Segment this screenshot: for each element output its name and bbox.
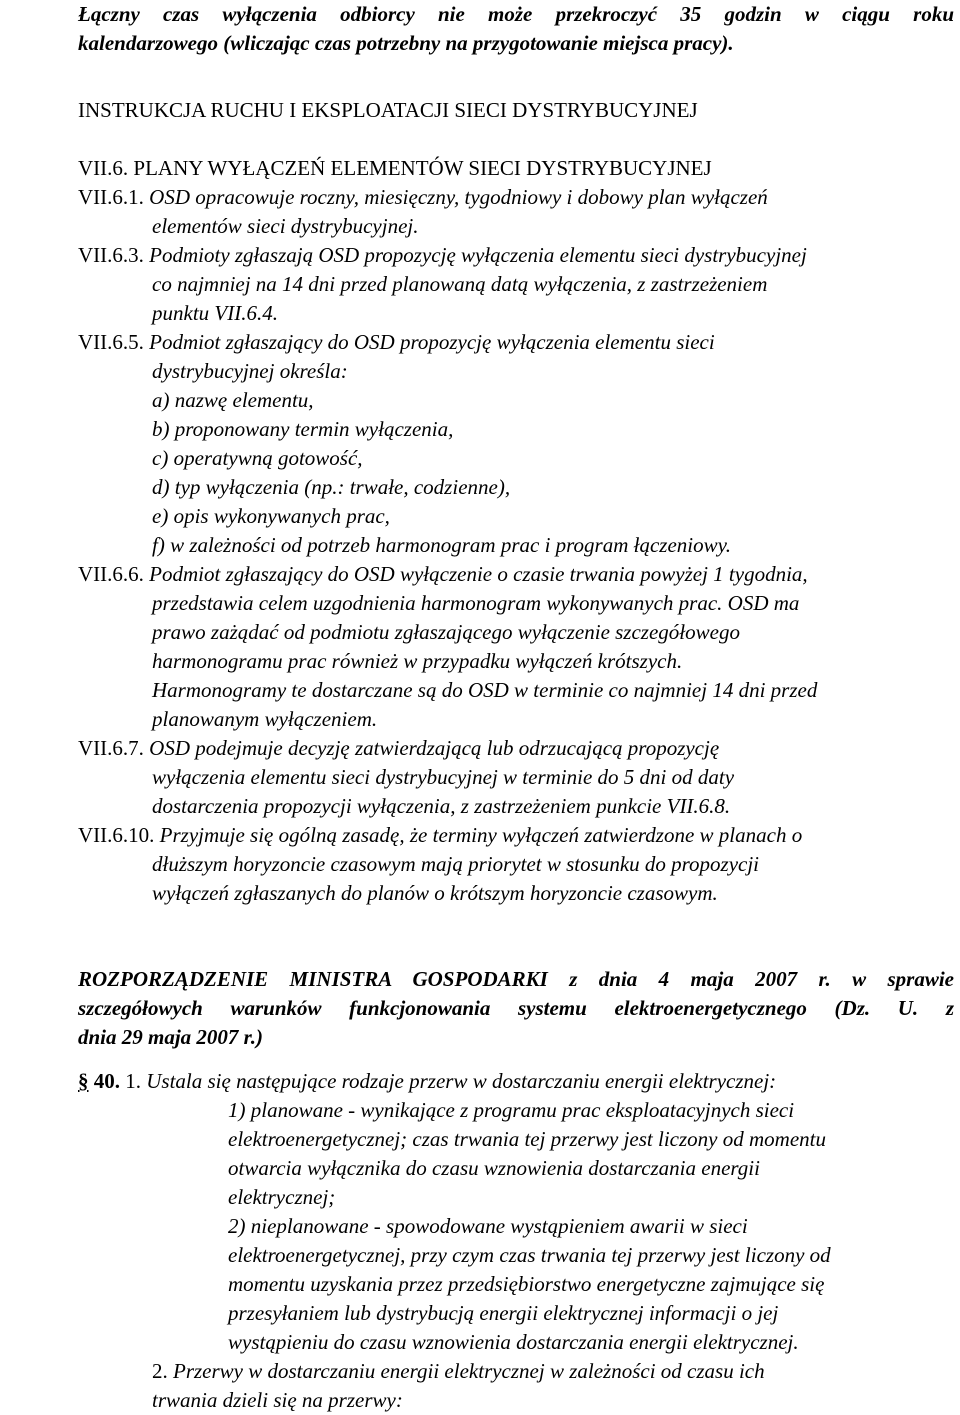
- item-text-line: przedstawia celem uzgodnienia harmonogram wykonywanych prac. OSD ma: [152, 591, 800, 615]
- subsection-2: [152, 1357, 954, 1415]
- item-text-line: elementów sieci dystrybucyjnej.: [152, 214, 419, 238]
- item-text-line: planowanym wyłączeniem.: [152, 707, 378, 731]
- item-text-line: OSD podejmuje decyzję zatwierdzającą lub odrzucającą propozycję: [149, 736, 720, 760]
- item-number: VII.6.5.: [78, 330, 144, 354]
- item-vii-6-3: [78, 241, 954, 328]
- subsection-number: 2.: [152, 1359, 168, 1383]
- point-line: przesyłaniem lub dystrybucją energii elektrycznej informacji o jej: [228, 1301, 779, 1325]
- item-text-line: co najmniej na 14 dni przed planowaną datą wyłączenia, z zastrzeżeniem: [152, 272, 768, 296]
- item-vii-6-10: [78, 821, 954, 908]
- item-text-line: dłuższym horyzoncie czasowym mają priorytet w stosunku do propozycji: [152, 852, 760, 876]
- regulation-line-1: ROZPORZĄDZENIE MINISTRA GOSPODARKI z dnia 4 maja 2007 r. w sprawie: [78, 967, 954, 991]
- paragraph-number: 40.: [93, 1069, 120, 1093]
- list-item-e: e) opis wykonywanych prac,: [152, 504, 390, 528]
- regulation-heading: [78, 965, 954, 1052]
- item-text-line: harmonogramu prac również w przypadku wyłączeń krótszych.: [152, 649, 683, 673]
- point-line: wystąpieniu do czasu wznowienia dostarczania energii elektrycznej.: [228, 1330, 799, 1354]
- item-number: VII.6.6.: [78, 562, 144, 586]
- instruction-heading: INSTRUKCJA RUCHU I EKSPLOATACJI SIECI DYSTRYBUCYJNEJ: [78, 98, 698, 122]
- item-number: VII.6.3.: [78, 243, 144, 267]
- list-item-c: c) operatywną gotowość,: [152, 446, 363, 470]
- item-number: VII.6.10.: [78, 823, 155, 847]
- paragraph-sign: §: [78, 1069, 89, 1093]
- item-text-line: wyłączeń zgłaszanych do planów o krótszym horyzoncie czasowym.: [152, 881, 718, 905]
- regulation-line-2: szczegółowych warunków funkcjonowania systemu elektroenergetycznego (Dz. U. z: [78, 996, 954, 1020]
- intro-line-2: kalendarzowego (wliczając czas potrzebny na przygotowanie miejsca pracy).: [78, 31, 734, 55]
- list-item-f: f) w zależności od potrzeb harmonogram prac i program łączeniowy.: [152, 533, 732, 557]
- list-item-a: a) nazwę elementu,: [152, 388, 314, 412]
- regulation-line-3: dnia 29 maja 2007 r.): [78, 1025, 263, 1049]
- point-line: elektrycznej;: [228, 1185, 336, 1209]
- item-text-line: dostarczenia propozycji wyłączenia, z zastrzeżeniem punkcie VII.6.8.: [152, 794, 731, 818]
- point-line: otwarcia wyłącznika do czasu wznowienia dostarczania energii: [228, 1156, 760, 1180]
- list-item-d: d) typ wyłączenia (np.: trwałe, codzienne),: [152, 475, 511, 499]
- item-number: VII.6.1.: [78, 185, 144, 209]
- item-text-line: Podmiot zgłaszający do OSD propozycję wyłączenia elementu sieci: [149, 330, 715, 354]
- point-2-unplanned: [228, 1212, 954, 1357]
- item-text-line: OSD opracowuje roczny, miesięczny, tygodniowy i dobowy plan wyłączeń: [149, 185, 768, 209]
- item-text-line: dystrybucyjnej określa:: [152, 359, 348, 383]
- item-vii-6-1: [78, 183, 954, 241]
- item-vii-6-6: [78, 560, 954, 734]
- paragraph-lead: Ustala się następujące rodzaje przerw w dostarczaniu energii elektrycznej:: [146, 1069, 777, 1093]
- subsection-text-line: Przerwy w dostarczaniu energii elektrycznej w zależności od czasu ich: [173, 1359, 765, 1383]
- item-number: VII.6.7.: [78, 736, 144, 760]
- point-1-planned: [228, 1096, 954, 1212]
- list-item-b: b) proponowany termin wyłączenia,: [152, 417, 454, 441]
- item-vii-6-7: [78, 734, 954, 821]
- point-line: 2) nieplanowane - spowodowane wystąpieniem awarii w sieci: [228, 1214, 748, 1238]
- item-text-line: prawo zażądać od podmiotu zgłaszającego wyłączenie szczegółowego: [152, 620, 740, 644]
- item-text-line: Podmioty zgłaszają OSD propozycję wyłączenia elementu sieci dystrybucyjnej: [149, 243, 807, 267]
- subsection-number: 1.: [125, 1069, 141, 1093]
- item-text-line: punktu VII.6.4.: [152, 301, 278, 325]
- point-line: elektroenergetycznej; czas trwania tej przerwy jest liczony od momentu: [228, 1127, 826, 1151]
- item-text-line: wyłączenia elementu sieci dystrybucyjnej w terminie do 5 dni od daty: [152, 765, 735, 789]
- item-text-line: Podmiot zgłaszający do OSD wyłączenie o czasie trwania powyżej 1 tygodnia,: [149, 562, 808, 586]
- item-vii-6-5: [78, 328, 954, 560]
- intro-line-1: Łączny czas wyłączenia odbiorcy nie może przekroczyć 35 godzin w ciągu roku: [78, 2, 954, 26]
- point-line: elektroenergetycznej, przy czym czas trwania tej przerwy jest liczony od: [228, 1243, 831, 1267]
- subsection-text-line: trwania dzieli się na przerwy:: [152, 1388, 403, 1412]
- item-text-line: Harmonogramy te dostarczane są do OSD w terminie co najmniej 14 dni przed: [152, 678, 818, 702]
- section-heading: VII.6. PLANY WYŁĄCZEŃ ELEMENTÓW SIECI DYSTRYBUCYJNEJ: [78, 156, 712, 180]
- point-line: 1) planowane - wynikające z programu prac eksploatacyjnych sieci: [228, 1098, 795, 1122]
- point-line: momentu uzyskania przez przedsiębiorstwo energetyczne zajmujące się: [228, 1272, 825, 1296]
- item-text-line: Przyjmuje się ogólną zasadę, że terminy wyłączeń zatwierdzone w planach o: [159, 823, 803, 847]
- paragraph-40: [78, 1067, 954, 1096]
- intro-paragraph: [78, 0, 954, 58]
